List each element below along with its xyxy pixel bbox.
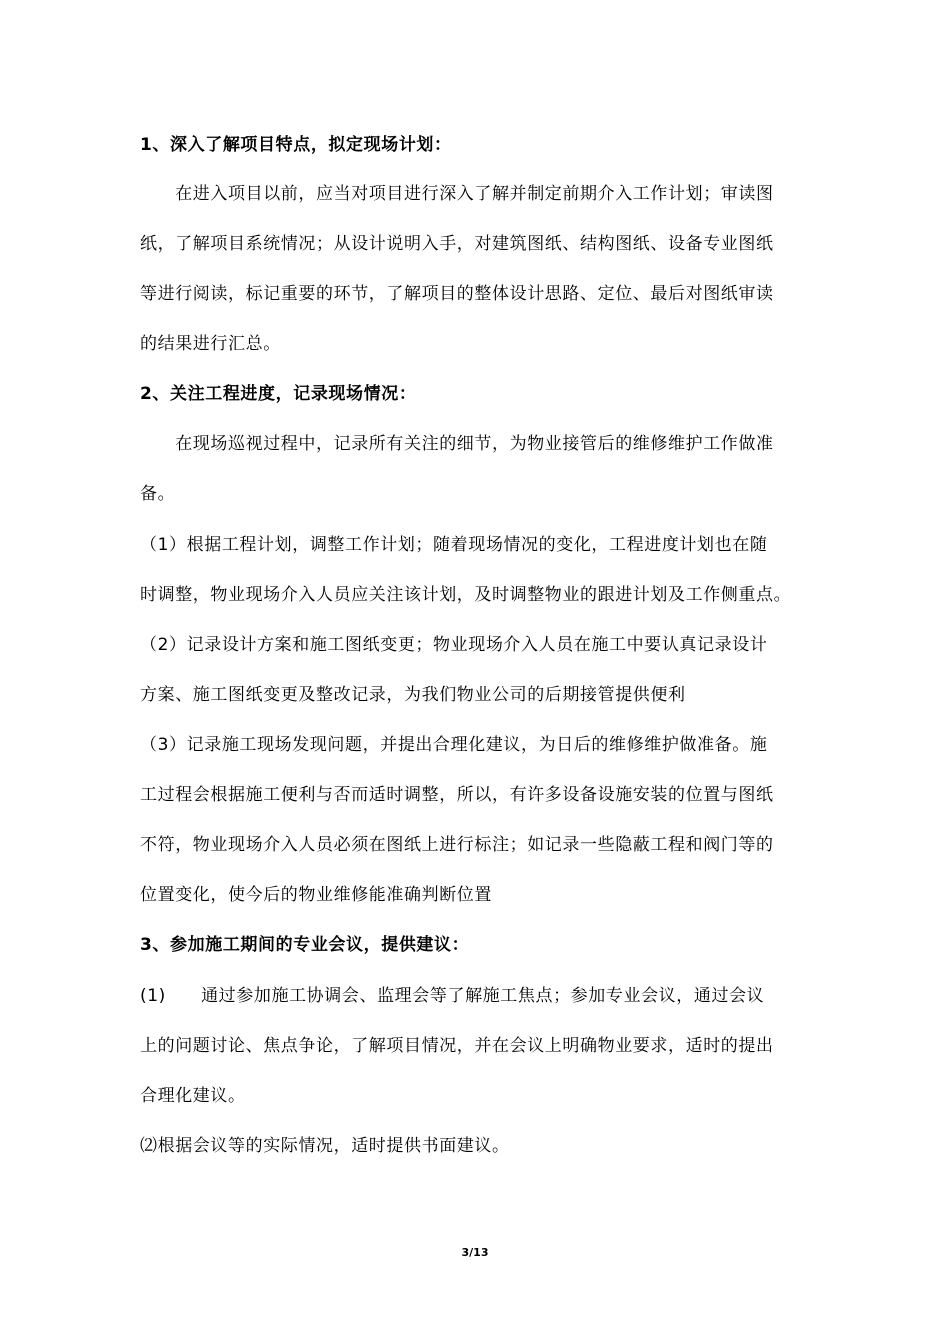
section-2-line-6: 方案、施工图纸变更及整改记录，为我们物业公司的后期接管提供便利	[140, 685, 686, 705]
section-2-line-7: （3）记录施工现场发现问题，并提出合理化建议，为日后的维修维护做准备。施	[140, 735, 768, 755]
section-3-line-2: 上的问题讨论、焦点争论，了解项目情况，并在会议上明确物业要求，适时的提出	[140, 1036, 774, 1056]
section-2-line-10: 位置变化，使今后的物业维修能准确判断位置	[140, 885, 492, 905]
page-number: 3/13	[461, 1246, 489, 1259]
section-1-heading: 1、深入了解项目特点，拟定现场计划：	[140, 135, 452, 155]
section-1-line-3: 等进行阅读，标记重要的环节，了解项目的整体设计思路、定位、最后对图纸审读	[140, 284, 774, 304]
section-2-line-5: （2）记录设计方案和施工图纸变更；物业现场介入人员在施工中要认真记录设计	[140, 635, 768, 655]
section-1-line-4: 的结果进行汇总。	[140, 334, 281, 354]
section-3-heading: 3、参加施工期间的专业会议，提供建议：	[140, 935, 470, 955]
section-2-line-2: 备。	[140, 484, 176, 504]
section-2-heading: 2、关注工程进度，记录现场情况：	[140, 384, 417, 404]
section-2-line-3: （1）根据工程计划，调整工作计划；随着现场情况的变化，工程进度计划也在随	[140, 535, 768, 555]
section-3-line-4: ⑵根据会议等的实际情况，适时提供书面建议。	[140, 1136, 510, 1156]
section-1-line-1: 在进入项目以前，应当对项目进行深入了解并制定前期介入工作计划；审读图	[140, 184, 774, 204]
section-2-line-9: 不符，物业现场介入人员必须在图纸上进行标注；如记录一些隐蔽工程和阀门等的	[140, 835, 774, 855]
section-3-line-3: 合理化建议。	[140, 1086, 246, 1106]
section-1-line-2: 纸，了解项目系统情况；从设计说明入手，对建筑图纸、结构图纸、设备专业图纸	[140, 234, 774, 254]
section-2-line-4: 时调整，物业现场介入人员应关注该计划，及时调整物业的跟进计划及工作侧重点。	[140, 585, 792, 605]
section-2-line-1: 在现场巡视过程中，记录所有关注的细节，为物业接管后的维修维护工作做准	[140, 434, 774, 454]
section-2-line-8: 工过程会根据施工便利与否而适时调整，所以，有许多设备设施安装的位置与图纸	[140, 785, 774, 805]
section-3-line-1: (1) 通过参加施工协调会、监理会等了解施工焦点；参加专业会议，通过会议	[140, 986, 765, 1006]
